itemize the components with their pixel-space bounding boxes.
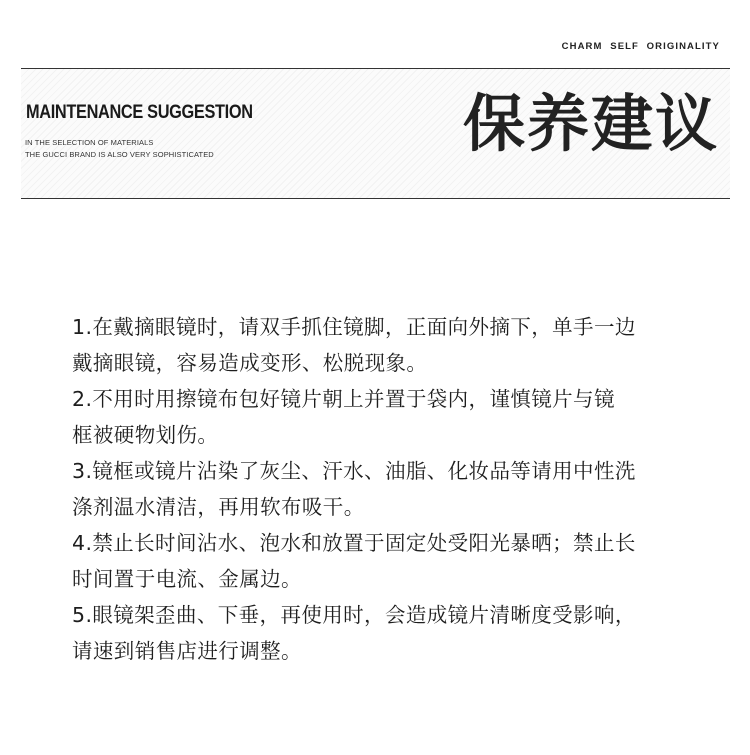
tip-line: 1.在戴摘眼镜时，请双手抓住镜脚，正面向外摘下，单手一边 [72,315,636,339]
maintenance-tips [72,309,712,669]
tip-line: 时间置于电流、金属边。 [72,567,302,591]
title-banner [21,68,730,199]
tip-line: 戴摘眼镜，容易造成变形、松脱现象。 [72,351,428,375]
tip-line: 请速到销售店进行调整。 [72,639,302,663]
banner-subtitle-line-1: IN THE SELECTION OF MATERIALS [25,138,154,147]
tip-line: 3.镜框或镜片沾染了灰尘、汗水、油脂、化妆品等请用中性洗 [72,459,636,483]
tip-line: 涤剂温水清洁，再用软布吸干。 [72,495,365,519]
brand-tagline: CHARM SELF ORIGINALITY [561,41,720,52]
banner-subtitle-line-2: THE GUCCI BRAND IS ALSO VERY SOPHISTICATED [25,150,214,159]
tip-line: 框被硬物划伤。 [72,423,219,447]
banner-heading: MAINTENANCE SUGGESTION [26,102,253,123]
tip-line: 2.不用时用擦镜布包好镜片朝上并置于袋内，谨慎镜片与镜 [72,387,615,411]
tip-line: 4.禁止长时间沾水、泡水和放置于固定处受阳光暴晒；禁止长 [72,531,636,555]
page-title: 保养建议 [462,87,719,160]
tip-line: 5.眼镜架歪曲、下垂，再使用时，会造成镜片清晰度受影响， [72,603,636,627]
